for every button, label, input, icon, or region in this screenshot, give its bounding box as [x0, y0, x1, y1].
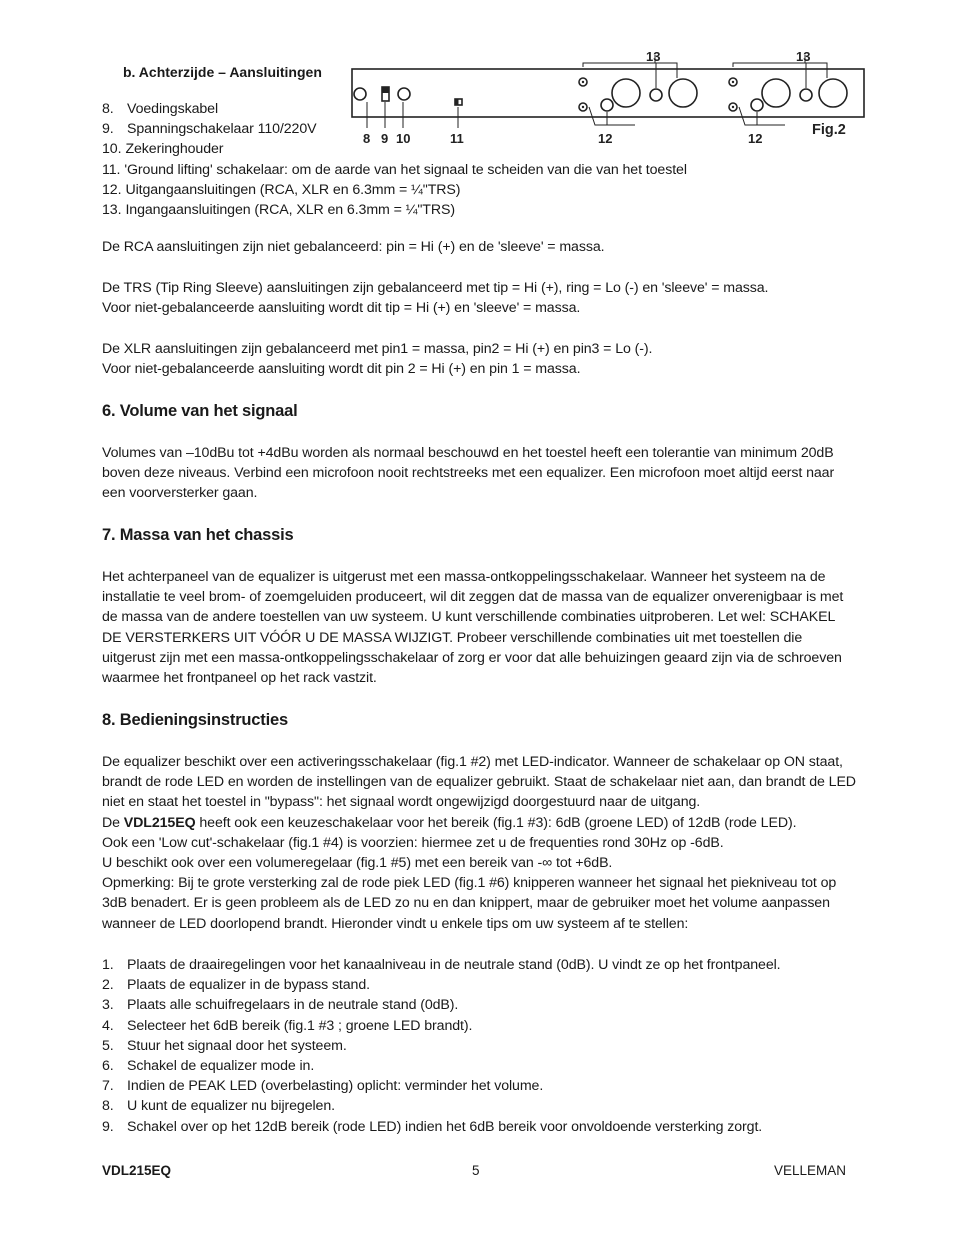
list-item: 9. Spanningschakelaar 110/220V [102, 121, 317, 138]
para-trs-1: De TRS (Tip Ring Sleeve) aansluitingen zijn gebalanceerd met tip = Hi (+), ring = Lo (-) en 'sleeve' = massa. [102, 280, 769, 296]
label-13b: 13 [796, 49, 811, 64]
model-name: VDL215EQ [123, 814, 196, 831]
list-item: 9. Schakel over op het 12dB bereik (rode LED) indien het 6dB bereik voor onvoldoende versterking zorgt. [102, 1118, 763, 1135]
section-8-body [102, 752, 858, 934]
list-item: 10. Zekeringhouder [102, 141, 224, 158]
section-6-body: Volumes van –10dBu tot +4dBu worden als normaal beschouwd en het toestel heeft een tolerantie van minimum 20dB boven deze niveaus. Verbind een microfoon nooit rechtstreeks met een equalizer. Een microfoon moet altijd eerst naar een voorversterker gaan. [102, 445, 835, 502]
section-8-p3: Ook een 'Low cut'-schakelaar (fig.1 #4) is voorzien: hiermee zet u de frequenties rond 30Hz op -6dB. [102, 834, 724, 851]
para-rca: De RCA aansluitingen zijn niet gebalanceerd: pin = Hi (+) en de 'sleeve' = massa. [102, 239, 605, 255]
section-8-p5: Opmerking: Bij te grote versterking zal de rode piek LED (fig.1 #6) knipperen wanneer het signaal het piekniveau tot op 3dB benadert. Er is geen probleem als de LED zo nu en dan knippert, maar de gebruiker moet het volume aanpassen wanneer de LED doorlopend brandt. Hieronder vindt u enkele tips om uw systeem af te stellen: [102, 875, 837, 932]
section-6-title: 6. Volume van het signaal [102, 402, 298, 420]
list-item: 12. Uitgangaansluitingen (RCA, XLR en 6.3mm = ¼"TRS) [102, 181, 461, 198]
connections-list [102, 99, 862, 220]
list-item: 2. Plaats de equalizer in de bypass stand. [102, 977, 370, 994]
list-item: 8. Voedingskabel [102, 101, 218, 117]
list-item: 13. Ingangaansluitingen (RCA, XLR en 6.3mm = ¼"TRS) [102, 202, 456, 219]
para-xlr-2: Voor niet-gebalanceerde aansluiting wordt dit pin 2 = Hi (+) en pin 1 = massa. [102, 361, 581, 377]
figure-caption: Fig.2 [812, 122, 846, 138]
label-8: 8 [363, 131, 371, 146]
footer-brand: VELLEMAN [774, 1163, 847, 1178]
section-8-p4: U beschikt ook over een volumeregelaar (fig.1 #5) met een bereik van -∞ tot +6dB. [102, 855, 613, 872]
section-8-p2: De VDL215EQ heeft ook een keuzeschakelaar voor het bereik (fig.1 #3): 6dB (groene LED) of 12dB (rode LED). [102, 814, 797, 831]
list-item: 4. Selecteer het 6dB bereik (fig.1 #3 ; groene LED brandt). [102, 1017, 473, 1034]
list-item: 5. Stuur het signaal door het systeem. [102, 1037, 347, 1054]
page-number: 5 [472, 1163, 480, 1178]
label-13a: 13 [646, 49, 661, 64]
list-item: 7. Indien de PEAK LED (overbelasting) oplicht: verminder het volume. [102, 1078, 544, 1095]
label-12a: 12 [598, 131, 613, 146]
label-9: 9 [381, 131, 389, 146]
label-12b: 12 [748, 131, 763, 146]
list-item: 3. Plaats alle schuifregelaars in de neutrale stand (0dB). [102, 997, 459, 1014]
section-8-p1: De equalizer beschikt over een activeringsschakelaar (fig.1 #2) met LED-indicator. Wanneer de schakelaar op ON staat, brandt de rode LED en worden de instellingen van de equalizer gebruikt. Staat de schakelaar niet aan, dan brandt de LED niet en staat het toestel in "bypass": het signaal wordt ongewijzigd doorgestuurd naar de uitgang. [102, 754, 856, 811]
list-item: 11. 'Ground lifting' schakelaar: om de aarde van het signaal te scheiden van die van het toestel [102, 161, 687, 178]
label-10: 10 [396, 131, 411, 146]
para-trs-2: Voor niet-gebalanceerde aansluiting wordt dit tip = Hi (+) en 'sleeve' = massa. [102, 300, 581, 316]
steps-list [102, 955, 858, 1137]
section-7-body: Het achterpaneel van de equalizer is uitgerust met een massa-ontkoppelingsschakelaar. Wanneer het systeem na de installatie te veel brom- of zoemgeluiden produceert, wil dit zeggen dat de massa van de equalizer onverenigbaar is met de massa van de andere toestellen van uw systeem. U kunt verschillende combinaties uitproberen. Let wel: SCHAKEL DE VERSTERKERS UIT VÓÓR U DE MASSA WIJZIGT. Probeer verschillende combinaties uit met toestellen die uitgerust zijn met een massa-ontkoppelingsschakelaar of zorg er voor dat alle behuizingen geaard zijn via de schroeven waarmee het frontpaneel op het rack vastzit. [102, 569, 844, 687]
list-item: 6. Schakel de equalizer mode in. [102, 1058, 315, 1075]
section-7-title: 7. Massa van het chassis [102, 526, 294, 544]
para-xlr-1: De XLR aansluitingen zijn gebalanceerd met pin1 = massa, pin2 = Hi (+) en pin3 = Lo (-). [102, 341, 653, 357]
list-item: 1. Plaats de draairegelingen voor het kanaalniveau in de neutrale stand (0dB). U vindt ze op het frontpaneel. [102, 957, 781, 973]
section-8-title: 8. Bedieningsinstructies [102, 711, 288, 729]
section-b-heading: b. Achterzijde – Aansluitingen [123, 64, 322, 80]
label-11: 11 [450, 131, 464, 146]
list-item: 8. U kunt de equalizer nu bijregelen. [102, 1098, 335, 1115]
footer-model: VDL215EQ [102, 1163, 172, 1178]
